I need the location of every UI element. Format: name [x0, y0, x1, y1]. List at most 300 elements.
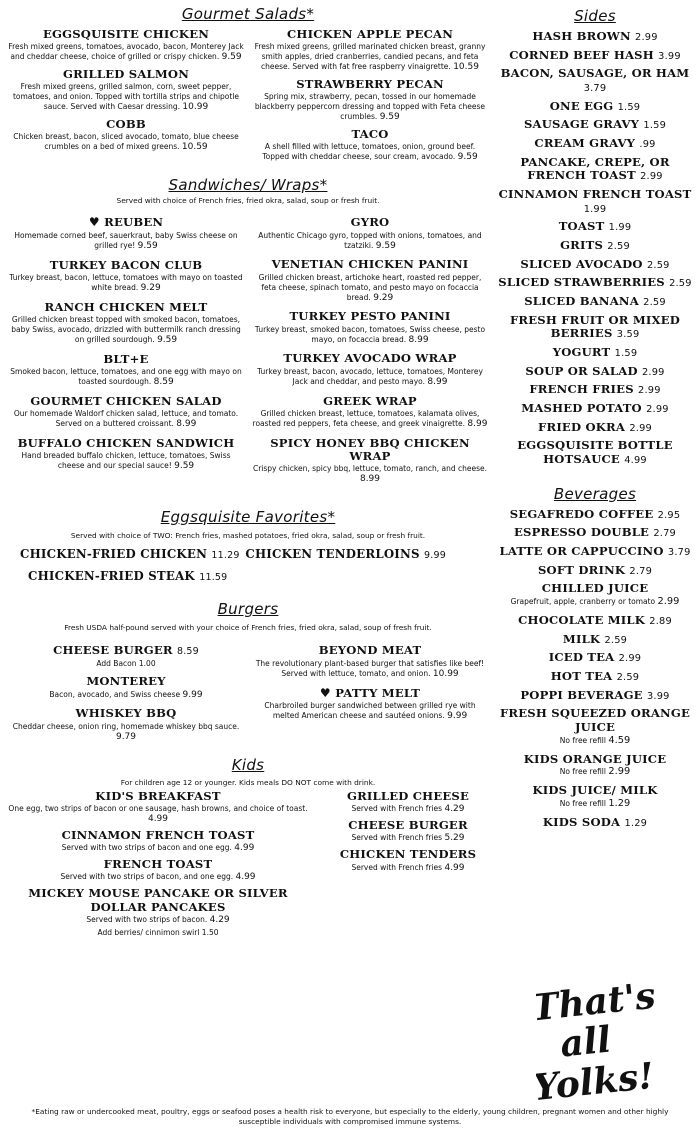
item-price: 2.99 — [646, 404, 669, 416]
item-price: 10.59 — [453, 62, 479, 73]
item-price: 8.99 — [427, 376, 448, 387]
item-description-text: Chicken breast, bacon, sliced avocado, tomato, blue cheese crumbles on a bed of mixed greens. — [13, 132, 239, 152]
item-name-text: GYRO — [350, 215, 390, 230]
item-price: 4.99 — [147, 814, 169, 825]
burgers-right-list — [252, 638, 488, 743]
item-name — [252, 310, 488, 323]
item-price: 5.29 — [444, 833, 465, 844]
burgers-left-list — [8, 638, 244, 743]
item-description-text: Homemade corned beef, sauerkraut, baby Swiss cheese on grilled rye! — [14, 231, 238, 250]
sides-beverages-column — [494, 0, 696, 1105]
item-name — [328, 790, 488, 803]
item-name — [494, 30, 696, 44]
item-name — [494, 670, 696, 684]
item-name-text: KIDS ORANGE JUICE — [523, 751, 667, 766]
item-description-text: Fresh mixed greens, tomatoes, avocado, bacon, Monterey Jack and cheddar cheese, choice of grilled or crispy chicken. — [8, 42, 244, 62]
item-description-text: Add Bacon 1.00 — [96, 659, 156, 669]
menu-item — [252, 310, 488, 346]
item-description — [252, 231, 488, 253]
item-description — [8, 231, 244, 253]
item-name-text: FRESH SQUEEZED ORANGE JUICE — [500, 706, 690, 735]
menu-item — [494, 276, 696, 290]
item-description-text: Smoked bacon, lettuce, tomatoes, and one egg with mayo on toasted sourdough. — [10, 367, 242, 387]
item-name — [494, 67, 696, 94]
section-title: Beverages — [553, 484, 637, 503]
item-price: 2.79 — [629, 565, 653, 577]
menu-item: CHICKEN TENDERLOINS 9.99 — [245, 547, 446, 562]
menu-item — [8, 437, 244, 473]
item-name — [494, 564, 696, 578]
menu-item — [494, 188, 696, 215]
item-price: 2.95 — [657, 509, 681, 521]
item-name — [8, 829, 308, 842]
item-description — [8, 872, 308, 884]
item-price: 4.99 — [444, 862, 465, 873]
item-name-text: CORNED BEEF HASH — [509, 47, 654, 62]
menu-item — [252, 644, 488, 680]
section-note: Fresh USDA half-pound served with your choice of French fries, fried okra, salad, soup of fresh fruit. — [64, 623, 432, 633]
menu-item: CHICKEN-FRIED CHICKEN 11.29 — [20, 547, 240, 562]
item-name — [328, 819, 488, 832]
menu-item — [8, 644, 244, 669]
item-name — [494, 689, 696, 703]
item-name — [8, 216, 244, 230]
item-name-text: CINNAMON FRENCH TOAST — [498, 187, 692, 202]
menu-item — [494, 137, 696, 151]
menu-item — [8, 675, 244, 701]
item-name-text: SAUSAGE GRAVY — [523, 117, 640, 132]
item-description — [8, 273, 244, 295]
item-price: 3.99 — [658, 50, 681, 62]
item-name — [494, 100, 696, 114]
item-name — [494, 276, 696, 290]
logo-line-3: Yolks! — [536, 1054, 656, 1106]
menu-item — [252, 437, 488, 486]
menu-item — [494, 753, 696, 780]
item-name-text: CHEESE BURGER — [53, 643, 173, 658]
salads-right-list — [252, 24, 488, 164]
item-name-text: REUBEN — [104, 215, 164, 230]
sides-section — [494, 0, 696, 467]
menu-item — [8, 216, 244, 253]
item-name-text: MONTEREY — [86, 674, 166, 689]
item-name — [494, 614, 696, 628]
item-name-text: SOUP OR SALAD — [525, 363, 638, 378]
item-description — [8, 451, 244, 473]
item-price: 9.99 — [182, 689, 203, 700]
item-description — [8, 722, 244, 744]
item-name — [494, 545, 696, 559]
item-name-text: ESPRESSO DOUBLE — [514, 525, 650, 540]
item-description-text: No free refill — [559, 735, 606, 745]
item-name-text: WHISKEY BBQ — [75, 706, 177, 721]
item-description — [252, 92, 488, 124]
section-title: Gourmet Salads* — [181, 5, 315, 23]
item-description-text: No free refill — [559, 767, 606, 777]
burgers-section — [8, 600, 488, 743]
menu-item — [494, 220, 696, 234]
item-name-text: COBB — [106, 117, 146, 132]
menu-item — [252, 128, 488, 164]
item-price: 10.59 — [181, 142, 208, 153]
item-name-text: TURKEY AVOCADO WRAP — [283, 351, 457, 366]
item-price: 9.29 — [373, 292, 394, 303]
item-price: 2.59 — [616, 672, 640, 684]
item-price: 9.29 — [140, 283, 161, 294]
item-price: 9.59 — [379, 112, 400, 123]
menu-item — [494, 545, 696, 559]
menu-item — [8, 829, 308, 855]
item-description-text: Charbroiled burger sandwiched between grilled rye with melted American cheese and sautéed onions. — [264, 701, 476, 721]
item-description-text: Grapefruit, apple, cranberry or tomato — [510, 597, 656, 607]
item-name-text: BUFFALO CHICKEN SANDWICH — [17, 436, 235, 451]
menu-item — [494, 508, 696, 522]
item-description-text: The revolutionary plant-based burger that satisfies like beef! Served with lettuce, tomato, and onion. — [255, 658, 485, 678]
item-name — [494, 508, 696, 522]
item-name — [328, 848, 488, 861]
item-name — [252, 395, 488, 408]
item-name — [8, 259, 244, 272]
item-name-text: HOT TEA — [550, 669, 613, 684]
beverages-section — [494, 485, 696, 830]
salads-left-list — [8, 24, 244, 164]
menu-item — [252, 78, 488, 124]
item-description-text: Turkey breast, bacon, avocado, lettuce, tomatoes, Monterey Jack and cheddar, and pesto mayo. — [257, 366, 483, 386]
item-name — [494, 439, 696, 466]
kids-right-list — [328, 787, 488, 938]
item-name-text: SPICY HONEY BBQ CHICKEN WRAP — [270, 435, 470, 463]
item-description — [8, 367, 244, 389]
item-name-text: SLICED STRAWBERRIES — [498, 275, 665, 290]
menu-item — [494, 314, 696, 341]
item-name-text: CINNAMON FRENCH TOAST — [61, 827, 255, 842]
menu-item — [328, 819, 488, 845]
item-name-text: GRITS — [560, 238, 604, 253]
item-extra: Add berries/ cinnimon swirl 1.50 — [97, 927, 219, 937]
menu-item — [8, 68, 244, 114]
item-price: 2.99 — [657, 596, 680, 608]
item-price: .99 — [639, 139, 656, 151]
item-name-text: CHICKEN APPLE PECAN — [286, 27, 453, 41]
item-name-text: FRESH FRUIT OR MIXED BERRIES — [509, 312, 681, 341]
section-note: For children age 12 or younger. Kids meals DO NOT come with drink. — [120, 777, 376, 787]
menu-item — [494, 118, 696, 132]
item-name — [8, 437, 244, 450]
main-menu-column — [8, 0, 488, 1105]
item-price: 1.99 — [583, 203, 607, 215]
menu-item — [252, 28, 488, 74]
item-description-text: Served with French fries — [351, 833, 443, 843]
item-name — [494, 220, 696, 234]
item-name — [494, 816, 696, 830]
menu-item — [494, 651, 696, 665]
item-name — [494, 383, 696, 397]
item-price: 10.99 — [182, 102, 209, 113]
item-name-text: TURKEY BACON CLUB — [49, 257, 203, 272]
sandwiches-section — [8, 176, 488, 486]
item-name-text: ONE EGG — [549, 98, 614, 113]
item-description-text: Our homemade Waldorf chicken salad, lettuce, and tomato. Served on a buttered croissant. — [13, 409, 239, 429]
item-name-text: MICKEY MOUSE PANCAKE OR SILVER DOLLAR PANCAKES — [28, 886, 288, 914]
section-title: Sandwiches/ Wraps* — [168, 176, 328, 195]
item-name — [494, 753, 696, 767]
menu-item — [494, 100, 696, 114]
menu-item — [494, 67, 696, 94]
item-name — [494, 239, 696, 253]
menu-item — [8, 118, 244, 154]
sides-list — [494, 30, 696, 467]
item-description — [8, 843, 308, 855]
item-description — [494, 766, 696, 779]
item-name-text: YOGURT — [552, 345, 611, 360]
item-price: 2.59 — [604, 634, 628, 646]
item-name-text: MILK — [562, 631, 601, 646]
menu-item — [494, 670, 696, 684]
item-name — [8, 858, 308, 871]
section-note: Served with choice of TWO: French fries, mashed potatoes, fried okra, salad, soup or fresh fruit. — [70, 531, 426, 541]
menu-item — [494, 258, 696, 272]
menu-item — [252, 395, 488, 431]
thats-all-yolks-logo — [536, 976, 656, 1106]
menu-item — [252, 258, 488, 304]
menu-item — [494, 582, 696, 609]
item-name — [8, 28, 244, 41]
item-name — [8, 353, 244, 366]
item-name-text: SOFT DRINK — [537, 562, 626, 577]
menu-item — [494, 816, 696, 830]
item-name-text: TOAST — [558, 219, 605, 234]
item-price: 1.59 — [643, 120, 667, 132]
item-price: 9.59 — [457, 152, 478, 163]
item-description-text: A shell filled with lettuce, tomatoes, onion, ground beef. Topped with cheddar cheese, sour cream, avocado. — [262, 142, 476, 162]
item-name-text: EGGSQUISITE CHICKEN — [42, 27, 210, 41]
item-name-text: FRIED OKRA — [538, 419, 626, 434]
menu-item — [494, 526, 696, 540]
salads-section — [8, 0, 488, 164]
item-description — [252, 409, 488, 431]
item-name — [494, 784, 696, 798]
item-name-text: CREAM GRAVY — [534, 136, 636, 151]
item-name-text: MASHED POTATO — [521, 401, 642, 416]
item-description-text: Turkey breast, smoked bacon, tomatoes, Swiss cheese, pesto mayo, on focaccia bread. — [254, 324, 486, 344]
item-price: 8.59 — [176, 646, 199, 658]
menu-item — [494, 239, 696, 253]
item-price: 8.59 — [153, 377, 174, 388]
heart-icon: ♥ — [88, 215, 105, 230]
item-price: 3.79 — [583, 83, 607, 95]
item-description-text: Served with French fries — [351, 804, 443, 814]
menu-item — [494, 421, 696, 435]
menu-item — [8, 301, 244, 347]
item-price: 9.59 — [375, 240, 396, 251]
item-price: 4.99 — [235, 872, 256, 883]
item-name-text: GOURMET CHICKEN SALAD — [30, 394, 222, 409]
beverages-list — [494, 508, 696, 830]
item-price: 3.79 — [667, 547, 691, 559]
item-name-text: FRENCH TOAST — [103, 857, 213, 872]
menu-item — [8, 353, 244, 389]
item-description — [252, 325, 488, 347]
menu-item — [8, 887, 308, 937]
item-description — [252, 367, 488, 389]
item-price: 8.99 — [176, 419, 197, 430]
item-name — [8, 118, 244, 131]
item-name-text: STRAWBERRY PECAN — [296, 76, 444, 91]
item-description-text: Spring mix, strawberry, pecan, tossed in our homemade blackberry peppercorn dressing and topped with Feta cheese crumbles. — [254, 92, 486, 122]
item-name-text: TACO — [351, 126, 389, 141]
item-name-text: SEGAFREDO COFFEE — [509, 506, 654, 521]
item-name-text: SLICED BANANA — [524, 294, 639, 309]
menu-item — [252, 687, 488, 724]
item-name-text: GRILLED CHEESE — [346, 788, 470, 803]
item-name — [252, 128, 488, 141]
menu-item — [494, 564, 696, 578]
item-name-text: RANCH CHICKEN MELT — [44, 299, 208, 314]
item-price: 4.59 — [608, 734, 631, 746]
heart-icon: ♥ — [319, 685, 336, 700]
item-description — [252, 701, 488, 723]
item-price: 2.59 — [669, 278, 692, 290]
item-description — [8, 42, 244, 64]
item-name — [494, 137, 696, 151]
item-name — [8, 887, 308, 914]
menu-item — [328, 790, 488, 816]
item-description — [494, 596, 696, 609]
item-description — [252, 142, 488, 164]
item-name-text: BLT+E — [103, 351, 149, 366]
item-description-text: Turkey breast, bacon, lettuce, tomatoes with mayo on toasted white bread. — [9, 273, 243, 293]
item-description-text: Crispy chicken, spicy bbq, lettuce, tomato, ranch, and cheese. — [252, 464, 488, 474]
item-price: 10.99 — [432, 668, 459, 679]
item-name-text: FRENCH FRIES — [529, 382, 634, 397]
item-name-text: HASH BROWN — [532, 29, 631, 43]
item-name — [494, 258, 696, 272]
item-name-text: GRILLED SALMON — [62, 67, 190, 82]
menu-item — [8, 259, 244, 295]
item-name-text: CHILLED JUICE — [541, 581, 649, 596]
menu-item — [494, 784, 696, 811]
item-description-text: Grilled chicken breast, artichoke heart, roasted red pepper, feta cheese, spinach tomato, and pesto mayo on focaccia bread. — [258, 272, 482, 302]
item-price: 2.99 — [640, 171, 663, 183]
item-name-text: CHEESE BURGER — [348, 818, 468, 832]
menu-item — [494, 30, 696, 44]
item-name — [494, 295, 696, 309]
item-name — [8, 790, 308, 803]
item-price: 2.99 — [635, 32, 658, 43]
item-description — [328, 804, 488, 816]
menu-item — [494, 614, 696, 628]
item-name — [494, 707, 696, 734]
menu-item — [8, 395, 244, 431]
item-name — [494, 526, 696, 540]
section-title: Sides — [574, 7, 616, 25]
item-description-text: Grilled chicken breast, lettuce, tomatoes, kalamata olives, roasted red peppers, feta cheese, and greek vinaigrette. — [252, 408, 480, 428]
item-description — [8, 82, 244, 114]
item-price: 9.59 — [157, 335, 178, 346]
item-name-text: CHOCOLATE MILK — [518, 613, 646, 628]
item-price: 8.99 — [467, 418, 488, 429]
menu-item: CHICKEN-FRIED STEAK 11.59 — [28, 569, 228, 584]
item-name-text: VENETIAN CHICKEN PANINI — [271, 257, 469, 272]
item-name-text: GREEK WRAP — [323, 393, 417, 408]
item-description-text: Grilled chicken breast topped with smoked bacon, tomatoes, baby Swiss, avocado, drizzled with buttermilk ranch dressing on grilled sourdough. — [11, 315, 241, 345]
item-description — [8, 409, 244, 431]
item-description — [494, 798, 696, 811]
section-note: Served with choice of French fries, fried okra, salad, soup or fresh fruit. — [116, 196, 380, 206]
item-description-text: Served with two strips of bacon. — [86, 914, 208, 924]
item-description — [328, 863, 488, 875]
item-price: 2.99 — [638, 385, 661, 397]
health-disclaimer: *Eating raw or undercooked meat, poultry, eggs or seafood poses a health risk to everyone, but especially to the elderly, young children, pregnant women and other highly susceptible individuals with compromised immune systems. — [31, 1107, 669, 1126]
item-name-text: LATTE OR CAPPUCCINO — [499, 544, 664, 559]
section-title: Kids — [231, 755, 265, 774]
item-price: 4.99 — [624, 455, 647, 467]
item-description-text: Authentic Chicago gyro, topped with onions, tomatoes, and tzatziki. — [258, 230, 482, 250]
item-name — [8, 644, 244, 658]
menu-item — [252, 216, 488, 252]
item-name-text: SLICED AVOCADO — [520, 256, 643, 271]
menu-item — [494, 633, 696, 647]
item-name — [8, 707, 244, 720]
item-name — [494, 633, 696, 647]
item-name-text: POPPI BEVERAGE — [520, 687, 643, 702]
section-title: Burgers — [217, 600, 279, 619]
item-price: 9.59 — [137, 241, 158, 251]
menu-item — [494, 365, 696, 379]
sandwiches-left-list — [8, 210, 244, 486]
item-name — [8, 675, 244, 688]
item-name — [8, 395, 244, 408]
item-price: 3.99 — [646, 690, 670, 702]
favorites-section — [8, 508, 488, 584]
item-description — [8, 915, 308, 927]
menu-item — [494, 383, 696, 397]
menu-item — [252, 352, 488, 388]
menu-item — [8, 28, 244, 64]
item-name — [252, 644, 488, 657]
item-description — [8, 804, 308, 826]
item-name-text: KIDS SODA — [542, 814, 621, 829]
item-description-text: Served with French fries — [351, 862, 443, 872]
menu-item — [494, 402, 696, 416]
menu-item — [494, 439, 696, 466]
item-name — [494, 188, 696, 215]
item-name-text: BACON, SAUSAGE, OR HAM — [500, 66, 690, 81]
item-name — [252, 687, 488, 701]
item-description-text: Cheddar cheese, onion ring, homemade whiskey bbq sauce. — [12, 721, 240, 731]
menu-item — [494, 707, 696, 747]
item-price: 2.59 — [607, 241, 630, 253]
item-description — [8, 659, 244, 669]
item-price: 4.29 — [444, 804, 465, 815]
item-name — [252, 216, 488, 229]
item-price: 4.99 — [234, 843, 255, 854]
item-price: 9.79 — [115, 731, 137, 742]
item-description — [252, 273, 488, 305]
item-price: 2.99 — [629, 422, 652, 434]
item-description — [252, 659, 488, 681]
item-price: 2.59 — [646, 259, 670, 271]
item-price: 2.59 — [643, 297, 666, 309]
item-name — [252, 352, 488, 365]
item-description-text: Fresh mixed greens, grilled salmon, corn, sweet pepper, tomatoes, and onion. Topped with tortilla strips and chipotle sauce. Served with Caesar dressing. — [12, 82, 240, 112]
item-description — [8, 690, 244, 702]
item-price: 8.99 — [359, 474, 381, 485]
item-name — [494, 582, 696, 596]
item-name — [494, 651, 696, 665]
item-price: 2.99 — [641, 366, 665, 378]
item-description-text: Hand breaded buffalo chicken, lettuce, tomatoes, Swiss cheese and our special sauce! — [21, 451, 231, 471]
